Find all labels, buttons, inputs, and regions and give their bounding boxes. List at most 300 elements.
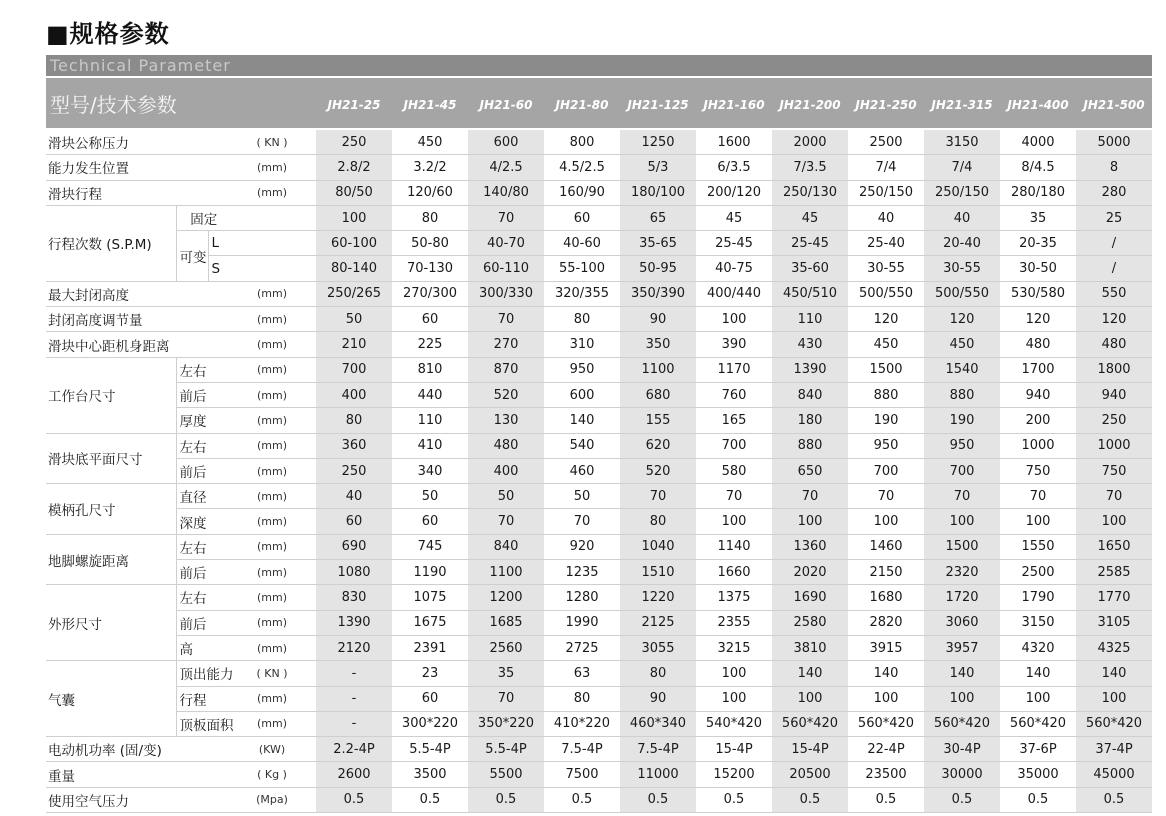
- cell-value: 500/550: [924, 281, 1000, 306]
- cell-value: 450/510: [772, 281, 848, 306]
- cell-value: 25: [1076, 205, 1152, 230]
- cell-value: 25-45: [696, 231, 772, 256]
- table-row: [46, 205, 1152, 230]
- cell-value: 3150: [1000, 610, 1076, 635]
- cell-value: 540*420: [696, 711, 772, 736]
- cell-value: 1100: [620, 357, 696, 382]
- cell-value: 250/130: [772, 180, 848, 205]
- cell-value: 1190: [392, 560, 468, 585]
- cell-value: 50: [544, 484, 620, 509]
- cell-value: 1200: [468, 585, 544, 610]
- cell-value: 520: [620, 458, 696, 483]
- cell-value: 60-110: [468, 256, 544, 281]
- cell-value: 1075: [392, 585, 468, 610]
- cell-value: 1800: [1076, 357, 1152, 382]
- cell-value: 280: [1076, 180, 1152, 205]
- cell-value: 165: [696, 408, 772, 433]
- cell-value: 7500: [544, 762, 620, 787]
- table-row: [46, 307, 1152, 332]
- row-unit: (mm): [228, 332, 316, 357]
- cell-value: 1500: [848, 357, 924, 382]
- cell-value: 3060: [924, 610, 1000, 635]
- cell-value: 2000: [772, 129, 848, 155]
- cell-value: 520: [468, 382, 544, 407]
- cell-value: 37-6P: [1000, 737, 1076, 762]
- cell-value: 450: [392, 129, 468, 155]
- cell-value: 2355: [696, 610, 772, 635]
- row-label: 外形尺寸: [46, 585, 176, 661]
- cell-value: 410*220: [544, 711, 620, 736]
- row-unit: (mm): [228, 180, 316, 205]
- cell-value: 100: [1000, 686, 1076, 711]
- cell-value: -: [316, 661, 392, 686]
- row-unit: (mm): [228, 281, 316, 306]
- cell-value: 1685: [468, 610, 544, 635]
- cell-value: 55-100: [544, 256, 620, 281]
- cell-value: 0.5: [924, 787, 1000, 812]
- row-unit: (mm): [228, 635, 316, 660]
- cell-value: 460: [544, 458, 620, 483]
- cell-value: 0.5: [620, 787, 696, 812]
- cell-value: 30-50: [1000, 256, 1076, 281]
- cell-value: 300*220: [392, 711, 468, 736]
- cell-value: 60: [544, 205, 620, 230]
- cell-value: 800: [544, 129, 620, 155]
- cell-value: 50: [468, 484, 544, 509]
- table-row: [46, 635, 1152, 660]
- cell-value: 30-55: [924, 256, 1000, 281]
- table-header-row: [46, 78, 1152, 129]
- cell-value: 250/265: [316, 281, 392, 306]
- cell-value: 160/90: [544, 180, 620, 205]
- row-sublabel: 顶出能力: [176, 661, 228, 686]
- cell-value: 250/150: [924, 180, 1000, 205]
- cell-value: 2500: [848, 129, 924, 155]
- cell-value: 700: [696, 433, 772, 458]
- cell-value: 63: [544, 661, 620, 686]
- cell-value: 950: [544, 357, 620, 382]
- row-sublabel: 固定: [176, 205, 228, 230]
- section-banner: Technical Parameter: [46, 55, 1152, 76]
- cell-value: 680: [620, 382, 696, 407]
- row-unit: (mm): [228, 686, 316, 711]
- row-label: 地脚螺旋距离: [46, 534, 176, 585]
- cell-value: 940: [1000, 382, 1076, 407]
- table-row: [46, 382, 1152, 407]
- cell-value: 390: [696, 332, 772, 357]
- cell-value: 840: [772, 382, 848, 407]
- cell-value: 500/550: [848, 281, 924, 306]
- cell-value: 100: [696, 509, 772, 534]
- row-sublabel: 左右: [176, 357, 228, 382]
- cell-value: 7.5-4P: [544, 737, 620, 762]
- table-row: [46, 332, 1152, 357]
- row-sublabel: 左右: [176, 585, 228, 610]
- cell-value: 100: [848, 686, 924, 711]
- cell-value: 8/4.5: [1000, 155, 1076, 180]
- cell-value: 750: [1000, 458, 1076, 483]
- cell-value: 560*420: [772, 711, 848, 736]
- model-header: JH21-400: [1000, 78, 1076, 129]
- row-subsublabel: L: [208, 231, 228, 256]
- row-unit: (mm): [228, 458, 316, 483]
- cell-value: 50-95: [620, 256, 696, 281]
- row-unit: (KW): [228, 737, 316, 762]
- row-sublabel: 高: [176, 635, 228, 660]
- cell-value: 1790: [1000, 585, 1076, 610]
- row-label: 封闭高度调节量: [46, 307, 228, 332]
- cell-value: 1360: [772, 534, 848, 559]
- cell-value: 3810: [772, 635, 848, 660]
- cell-value: 225: [392, 332, 468, 357]
- row-sublabel: 直径: [176, 484, 228, 509]
- cell-value: 250/150: [848, 180, 924, 205]
- table-row: [46, 256, 1152, 281]
- table-row: [46, 155, 1152, 180]
- cell-value: 1500: [924, 534, 1000, 559]
- cell-value: 760: [696, 382, 772, 407]
- cell-value: 3500: [392, 762, 468, 787]
- cell-value: 1140: [696, 534, 772, 559]
- cell-value: 120: [924, 307, 1000, 332]
- cell-value: 70: [848, 484, 924, 509]
- table-row: [46, 661, 1152, 686]
- row-sublabel: 行程: [176, 686, 228, 711]
- cell-value: 0.5: [392, 787, 468, 812]
- cell-value: 480: [1076, 332, 1152, 357]
- cell-value: 350: [620, 332, 696, 357]
- cell-value: 80: [544, 307, 620, 332]
- cell-value: 270: [468, 332, 544, 357]
- row-sublabel: 可变: [176, 231, 208, 282]
- cell-value: 180: [772, 408, 848, 433]
- cell-value: 210: [316, 332, 392, 357]
- cell-value: 50: [316, 307, 392, 332]
- header-label: 型号/技术参数: [46, 78, 316, 129]
- row-label: 气囊: [46, 661, 176, 737]
- cell-value: 950: [924, 433, 1000, 458]
- model-header: JH21-500: [1076, 78, 1152, 129]
- cell-value: 1690: [772, 585, 848, 610]
- cell-value: 2725: [544, 635, 620, 660]
- cell-value: 5500: [468, 762, 544, 787]
- cell-value: 270/300: [392, 281, 468, 306]
- cell-value: 1000: [1076, 433, 1152, 458]
- row-unit: (mm): [228, 307, 316, 332]
- row-unit: ( KN ): [228, 661, 316, 686]
- table-row: [46, 560, 1152, 585]
- cell-value: 35: [1000, 205, 1076, 230]
- cell-value: 2585: [1076, 560, 1152, 585]
- cell-value: 80-140: [316, 256, 392, 281]
- cell-value: 70: [468, 686, 544, 711]
- cell-value: 7.5-4P: [620, 737, 696, 762]
- cell-value: 100: [1076, 686, 1152, 711]
- row-sublabel: 前后: [176, 610, 228, 635]
- table-row: [46, 585, 1152, 610]
- row-unit: (mm): [228, 711, 316, 736]
- cell-value: 100: [924, 686, 1000, 711]
- cell-value: 1375: [696, 585, 772, 610]
- cell-value: 140: [1000, 661, 1076, 686]
- cell-value: 70: [620, 484, 696, 509]
- cell-value: 30-4P: [924, 737, 1000, 762]
- cell-value: 280/180: [1000, 180, 1076, 205]
- cell-value: 440: [392, 382, 468, 407]
- cell-value: 25-45: [772, 231, 848, 256]
- row-label: 滑块底平面尺寸: [46, 433, 176, 484]
- table-row: [46, 484, 1152, 509]
- cell-value: 650: [772, 458, 848, 483]
- row-unit: (mm): [228, 155, 316, 180]
- cell-value: 2.2-4P: [316, 737, 392, 762]
- model-header: JH21-60: [468, 78, 544, 129]
- cell-value: 140: [1076, 661, 1152, 686]
- cell-value: 80: [620, 661, 696, 686]
- cell-value: 7/3.5: [772, 155, 848, 180]
- row-unit: (mm): [228, 585, 316, 610]
- cell-value: 0.5: [848, 787, 924, 812]
- cell-value: 1280: [544, 585, 620, 610]
- table-row: [46, 231, 1152, 256]
- cell-value: 200/120: [696, 180, 772, 205]
- row-label: 工作台尺寸: [46, 357, 176, 433]
- row-sublabel: 顶板面积: [176, 711, 228, 736]
- cell-value: 600: [468, 129, 544, 155]
- cell-value: 2125: [620, 610, 696, 635]
- cell-value: 560*420: [1000, 711, 1076, 736]
- cell-value: 100: [772, 509, 848, 534]
- cell-value: 360: [316, 433, 392, 458]
- cell-value: 120: [1000, 307, 1076, 332]
- cell-value: 460*340: [620, 711, 696, 736]
- cell-value: 350*220: [468, 711, 544, 736]
- cell-value: 50: [392, 484, 468, 509]
- cell-value: 560*420: [1076, 711, 1152, 736]
- cell-value: 140: [772, 661, 848, 686]
- cell-value: 560*420: [924, 711, 1000, 736]
- cell-value: 70: [1000, 484, 1076, 509]
- cell-value: 70: [772, 484, 848, 509]
- table-row: [46, 610, 1152, 635]
- table-row: [46, 458, 1152, 483]
- table-row: [46, 762, 1152, 787]
- cell-value: 2600: [316, 762, 392, 787]
- row-unit: [228, 231, 316, 256]
- cell-value: 35: [468, 661, 544, 686]
- cell-value: 2120: [316, 635, 392, 660]
- cell-value: 140: [544, 408, 620, 433]
- cell-value: 1770: [1076, 585, 1152, 610]
- cell-value: 70: [924, 484, 1000, 509]
- cell-value: 5.5-4P: [392, 737, 468, 762]
- cell-value: 70: [1076, 484, 1152, 509]
- cell-value: 3915: [848, 635, 924, 660]
- cell-value: 200: [1000, 408, 1076, 433]
- row-label: 最大封闭高度: [46, 281, 228, 306]
- row-unit: (mm): [228, 509, 316, 534]
- cell-value: -: [316, 686, 392, 711]
- cell-value: 110: [772, 307, 848, 332]
- cell-value: 100: [924, 509, 1000, 534]
- cell-value: 2320: [924, 560, 1000, 585]
- cell-value: 1660: [696, 560, 772, 585]
- row-label: 能力发生位置: [46, 155, 228, 180]
- cell-value: 35-65: [620, 231, 696, 256]
- cell-value: 560*420: [848, 711, 924, 736]
- cell-value: 3105: [1076, 610, 1152, 635]
- row-sublabel: 深度: [176, 509, 228, 534]
- cell-value: 60: [392, 307, 468, 332]
- cell-value: 100: [772, 686, 848, 711]
- cell-value: 140: [848, 661, 924, 686]
- cell-value: 15-4P: [696, 737, 772, 762]
- cell-value: 1170: [696, 357, 772, 382]
- cell-value: 1990: [544, 610, 620, 635]
- cell-value: 940: [1076, 382, 1152, 407]
- cell-value: 90: [620, 307, 696, 332]
- cell-value: 80: [544, 686, 620, 711]
- row-unit: [228, 205, 316, 230]
- cell-value: 65: [620, 205, 696, 230]
- cell-value: 60-100: [316, 231, 392, 256]
- cell-value: 3055: [620, 635, 696, 660]
- cell-value: 30-55: [848, 256, 924, 281]
- row-unit: (mm): [228, 408, 316, 433]
- table-row: [46, 180, 1152, 205]
- cell-value: 70: [696, 484, 772, 509]
- cell-value: 810: [392, 357, 468, 382]
- cell-value: 5.5-4P: [468, 737, 544, 762]
- cell-value: 620: [620, 433, 696, 458]
- row-label: 使用空气压力: [46, 787, 228, 812]
- cell-value: 2560: [468, 635, 544, 660]
- table-row: [46, 433, 1152, 458]
- cell-value: 140/80: [468, 180, 544, 205]
- cell-value: 1650: [1076, 534, 1152, 559]
- row-sublabel: 左右: [176, 534, 228, 559]
- cell-value: 320/355: [544, 281, 620, 306]
- cell-value: 0.5: [1076, 787, 1152, 812]
- cell-value: 22-4P: [848, 737, 924, 762]
- cell-value: 880: [772, 433, 848, 458]
- cell-value: 130: [468, 408, 544, 433]
- cell-value: 25-40: [848, 231, 924, 256]
- cell-value: 690: [316, 534, 392, 559]
- table-row: [46, 787, 1152, 812]
- cell-value: 40-70: [468, 231, 544, 256]
- cell-value: 3.2/2: [392, 155, 468, 180]
- cell-value: 3957: [924, 635, 1000, 660]
- table-row: [46, 737, 1152, 762]
- cell-value: 7/4: [848, 155, 924, 180]
- cell-value: 140: [924, 661, 1000, 686]
- cell-value: 2391: [392, 635, 468, 660]
- row-unit: (mm): [228, 382, 316, 407]
- cell-value: /: [1076, 231, 1152, 256]
- cell-value: 870: [468, 357, 544, 382]
- row-unit: (mm): [228, 560, 316, 585]
- cell-value: 700: [848, 458, 924, 483]
- cell-value: 100: [696, 686, 772, 711]
- cell-value: 450: [848, 332, 924, 357]
- cell-value: 3215: [696, 635, 772, 660]
- cell-value: 3150: [924, 129, 1000, 155]
- cell-value: 20500: [772, 762, 848, 787]
- cell-value: 1235: [544, 560, 620, 585]
- cell-value: 190: [924, 408, 1000, 433]
- spec-table: [46, 78, 1152, 813]
- model-header: JH21-315: [924, 78, 1000, 129]
- cell-value: 1040: [620, 534, 696, 559]
- cell-value: 37-4P: [1076, 737, 1152, 762]
- cell-value: 400/440: [696, 281, 772, 306]
- cell-value: 35-60: [772, 256, 848, 281]
- cell-value: 80: [392, 205, 468, 230]
- cell-value: 1675: [392, 610, 468, 635]
- row-label: 重量: [46, 762, 228, 787]
- cell-value: 23500: [848, 762, 924, 787]
- row-unit: (mm): [228, 534, 316, 559]
- cell-value: 110: [392, 408, 468, 433]
- row-sublabel: 前后: [176, 458, 228, 483]
- cell-value: /: [1076, 256, 1152, 281]
- table-row: [46, 509, 1152, 534]
- table-row: [46, 534, 1152, 559]
- cell-value: 0.5: [1000, 787, 1076, 812]
- cell-value: 60: [392, 509, 468, 534]
- cell-value: 480: [1000, 332, 1076, 357]
- cell-value: 2.8/2: [316, 155, 392, 180]
- cell-value: 1460: [848, 534, 924, 559]
- cell-value: 120: [848, 307, 924, 332]
- cell-value: 190: [848, 408, 924, 433]
- model-header: JH21-25: [316, 78, 392, 129]
- cell-value: 70-130: [392, 256, 468, 281]
- cell-value: 550: [1076, 281, 1152, 306]
- table-row: [46, 408, 1152, 433]
- cell-value: 400: [468, 458, 544, 483]
- cell-value: 745: [392, 534, 468, 559]
- row-unit: [228, 256, 316, 281]
- cell-value: 2580: [772, 610, 848, 635]
- cell-value: 80: [316, 408, 392, 433]
- cell-value: 1390: [772, 357, 848, 382]
- row-sublabel: 厚度: [176, 408, 228, 433]
- cell-value: 20-40: [924, 231, 1000, 256]
- cell-value: 1700: [1000, 357, 1076, 382]
- row-sublabel: 前后: [176, 560, 228, 585]
- cell-value: 15-4P: [772, 737, 848, 762]
- row-label: 电动机功率 (固/变): [46, 737, 228, 762]
- cell-value: 250: [316, 129, 392, 155]
- cell-value: 8: [1076, 155, 1152, 180]
- cell-value: 950: [848, 433, 924, 458]
- cell-value: 180/100: [620, 180, 696, 205]
- cell-value: 0.5: [468, 787, 544, 812]
- cell-value: 4320: [1000, 635, 1076, 660]
- cell-value: 430: [772, 332, 848, 357]
- cell-value: 410: [392, 433, 468, 458]
- cell-value: 4000: [1000, 129, 1076, 155]
- cell-value: -: [316, 711, 392, 736]
- row-sublabel: 前后: [176, 382, 228, 407]
- cell-value: 120: [1076, 307, 1152, 332]
- model-header: JH21-200: [772, 78, 848, 129]
- page-title: ■规格参数: [46, 20, 170, 48]
- cell-value: 700: [316, 357, 392, 382]
- cell-value: 840: [468, 534, 544, 559]
